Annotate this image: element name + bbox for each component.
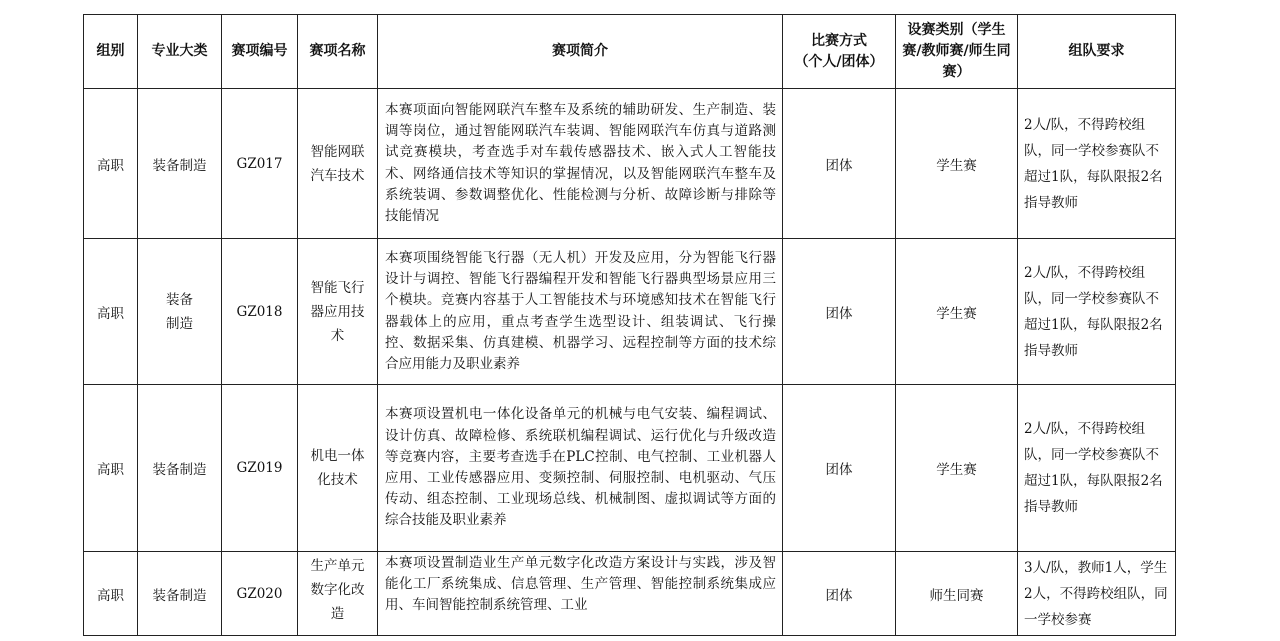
competition-table-wrapper <box>83 14 1176 636</box>
cell-group: 高职 <box>84 89 138 239</box>
cell-major: 装备 制造 <box>138 239 222 385</box>
cell-code: GZ020 <box>222 552 298 636</box>
cell-name-text: 生产单元 数字化改 造 <box>310 557 365 622</box>
header-name: 赛项名称 <box>298 15 378 89</box>
cell-name <box>298 552 378 636</box>
cell-major: 装备制造 <box>138 552 222 636</box>
header-mode: 比赛方式 （个人/团体） <box>783 15 896 89</box>
cell-code: GZ017 <box>222 89 298 239</box>
cell-category: 学生赛 <box>896 385 1018 552</box>
cell-name: 智能飞行 器应用技 术 <box>298 239 378 385</box>
table-row <box>84 552 1176 636</box>
competition-table <box>83 14 1176 636</box>
cell-intro: 本赛项围绕智能飞行器（无人机）开发及应用，分为智能飞行器设计与调控、智能飞行器编程开发和智能飞行器典型场景应用三个模块。竞赛内容基于人工智能技术与环境感知技术在智能飞行器载体上的应用，重点考查学生选型设计、组装调试、飞行操控、数据采集、仿真建模、机器学习、远程控制等方面的技术综合应用能力及职业素养 <box>378 239 783 385</box>
cell-group: 高职 <box>84 385 138 552</box>
cell-category: 学生赛 <box>896 239 1018 385</box>
cell-category: 师生同赛 <box>896 552 1018 636</box>
table-row <box>84 385 1176 552</box>
header-team: 组队要求 <box>1018 15 1176 89</box>
cell-intro: 本赛项设置机电一体化设备单元的机械与电气安装、编程调试、设计仿真、故障检修、系统联机编程调试、运行优化与升级改造等竞赛内容，主要考查选手在PLC控制、电气控制、工业机器人应用、工业传感器应用、变频控制、伺服控制、电机驱动、气压传动、组态控制、工业现场总线、机械制图、虚拟调试等方面的综合技能及职业素养 <box>378 385 783 552</box>
cell-code: GZ019 <box>222 385 298 552</box>
cell-team: 2人/队，不得跨校组队，同一学校参赛队不超过1队，每队限报2名指导教师 <box>1018 385 1176 552</box>
header-row <box>84 15 1176 89</box>
table-row <box>84 239 1176 385</box>
cell-code: GZ018 <box>222 239 298 385</box>
header-code: 赛项编号 <box>222 15 298 89</box>
header-category: 设赛类别（学生赛/教师赛/师生同赛） <box>896 15 1018 89</box>
cell-mode: 团体 <box>783 552 896 636</box>
table-row <box>84 89 1176 239</box>
cell-intro <box>378 552 783 636</box>
cell-major: 装备制造 <box>138 385 222 552</box>
cell-team-text: 3人/队，教师1人，学生2人，不得跨校组队，同一学校参赛 <box>1024 560 1168 628</box>
cell-group: 高职 <box>84 239 138 385</box>
cell-category: 学生赛 <box>896 89 1018 239</box>
cell-name: 机电一体 化技术 <box>298 385 378 552</box>
cell-intro-text: 本赛项设置制造业生产单元数字化改造方案设计与实践，涉及智能化工厂系统集成、信息管理、生产管理、智能控制系统集成应用、车间智能控制系统管理、工业 <box>385 555 776 614</box>
cell-intro: 本赛项面向智能网联汽车整车及系统的辅助研发、生产制造、装调等岗位，通过智能网联汽车装调、智能网联汽车仿真与道路测试竞赛模块，考查选手对车载传感器技术、嵌入式人工智能技术、网络通信技术等知识的掌握情况，以及智能网联汽车整车及系统装调、参数调整优化、性能检测与分析、故障诊断与排除等技能情况 <box>378 89 783 239</box>
header-group: 组别 <box>84 15 138 89</box>
cell-mode: 团体 <box>783 239 896 385</box>
header-intro: 赛项简介 <box>378 15 783 89</box>
cell-group: 高职 <box>84 552 138 636</box>
cell-team: 2人/队，不得跨校组队，同一学校参赛队不超过1队，每队限报2名指导教师 <box>1018 89 1176 239</box>
cell-major: 装备制造 <box>138 89 222 239</box>
cell-name: 智能网联 汽车技术 <box>298 89 378 239</box>
cell-team: 2人/队，不得跨校组队，同一学校参赛队不超过1队，每队限报2名指导教师 <box>1018 239 1176 385</box>
cell-mode: 团体 <box>783 89 896 239</box>
cell-mode: 团体 <box>783 385 896 552</box>
cell-team <box>1018 552 1176 636</box>
header-major: 专业大类 <box>138 15 222 89</box>
